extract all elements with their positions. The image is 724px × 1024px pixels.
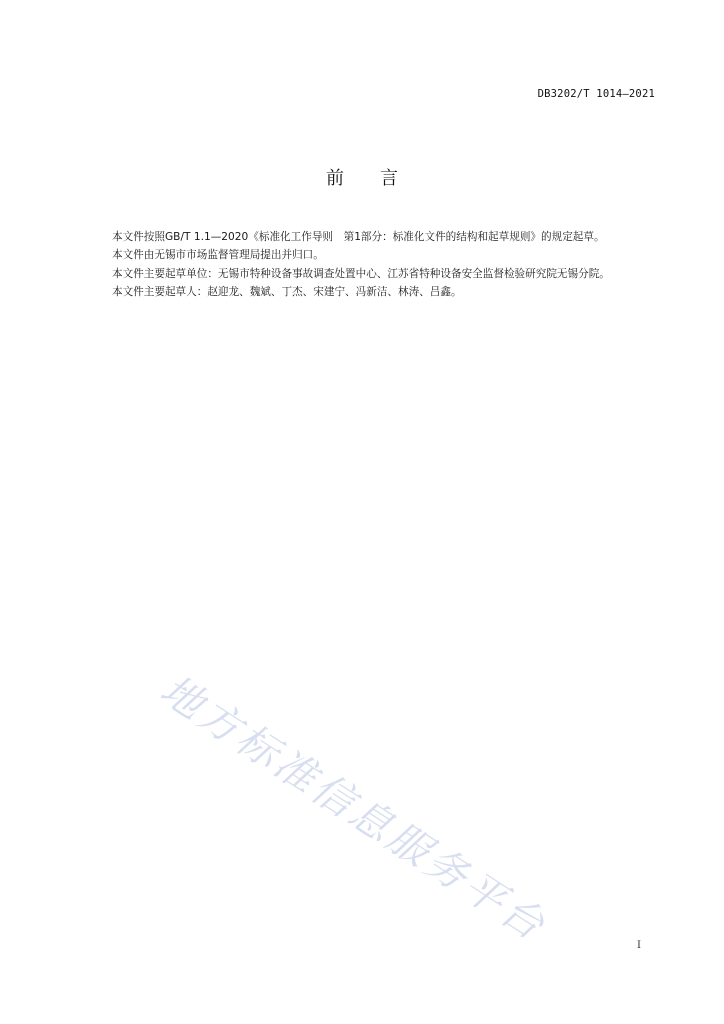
page-title: 前言 xyxy=(326,168,434,189)
paragraph-proposer: 本文件由无锡市市场监督管理局提出并归口。 xyxy=(112,249,324,262)
document-code: DB3202/T 1014—2021 xyxy=(537,88,655,100)
watermark: 地方标准信息服务平台 xyxy=(151,665,556,951)
page-number: I xyxy=(637,940,641,951)
paragraph-drafting-rules: 本文件按照GB/T 1.1—2020《标准化工作导则 第1部分：标准化文件的结构和起草规则》的规定起草。 xyxy=(112,231,605,243)
paragraph-drafting-units: 本文件主要起草单位：无锡市特种设备事故调查处置中心、江苏省特种设备安全监督检验研究院无锡分院。 xyxy=(112,267,610,280)
foreword-body xyxy=(88,228,658,301)
paragraph-drafters: 本文件主要起草人：赵迎龙、魏斌、丁杰、宋建宁、冯新洁、林涛、吕鑫。 xyxy=(112,285,462,298)
